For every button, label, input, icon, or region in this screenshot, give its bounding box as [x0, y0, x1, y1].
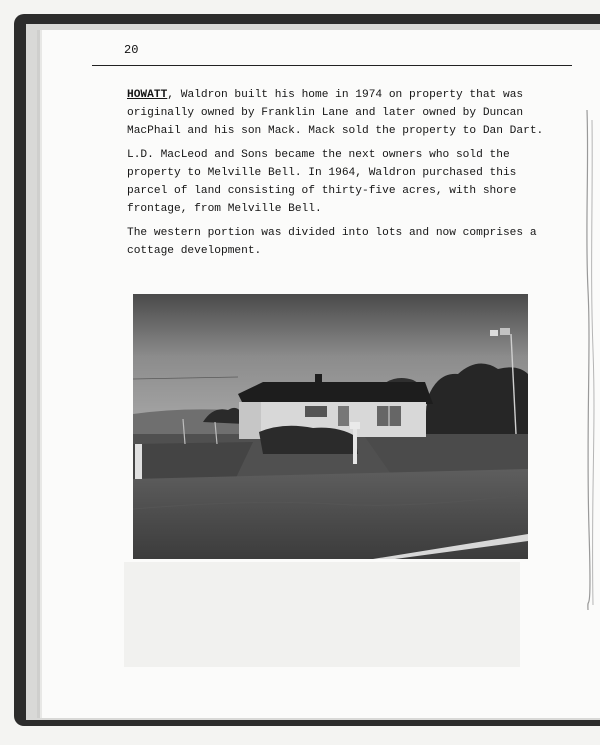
paragraph-3: The western portion was divided into lots and now comprises a cottage development.: [127, 227, 537, 257]
page-edge-stack: [583, 110, 600, 610]
paragraph-2: L.D. MacLeod and Sons became the next owners who sold the property to Melville Bell. In 1964, Waldron purchased this parcel of land consisting of thirty-five acres, with shore frontage, from Melville Bell.: [127, 149, 517, 215]
page-number: 20: [124, 43, 139, 57]
paragraph-1: [127, 86, 567, 140]
paragraph-1-text: , Waldron built his home in 1974 on property that was originally owned by Franklin Lane and later owned by Duncan MacPhail and his son Mack. Mack sold the property to Dan Dart.: [127, 89, 544, 137]
house-photograph: [133, 294, 528, 559]
header-rule: [92, 65, 572, 66]
photo-show-through: [124, 562, 520, 667]
body-text: [127, 86, 567, 266]
family-name-heading: HOWATT: [127, 89, 168, 101]
